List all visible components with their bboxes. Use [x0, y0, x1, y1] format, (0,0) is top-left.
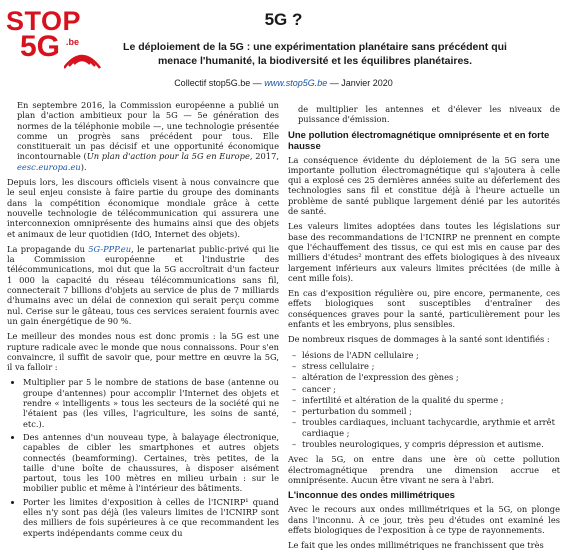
collective-suffix: — Janvier 2020 [327, 78, 393, 88]
list-item: • Des antennes d'un nouveau type, à balayage électronique, capables de cibler les smartphones et autres objets connectés (beamforming). Certaines, très petites, de la taille d'une boîte de chaussures, à disposer aisément partout, tous les 100 mètres en milieu urbain : sur le mobilier public et même à l'intérieur des bâtiments. [23, 432, 279, 494]
collective-prefix: Collectif stop5G.be — [174, 78, 265, 88]
list-item: – stress cellulaire ; [302, 361, 560, 371]
section-heading-millimetric: L'inconnue des ondes millimétriques [288, 490, 455, 502]
propaganda-paragraph [7, 244, 279, 326]
risks-intro-paragraph: De nombreux risques de dommages à la santé sont identifiés : [288, 334, 550, 345]
logo-stop-text: STOP [6, 6, 82, 36]
continuation-paragraph: de multiplier les antennes et d'élever les niveaux de puissance d'émission. [298, 104, 560, 125]
limits-paragraph: Les valeurs limites adoptées dans toutes les législations sur base des recommandations de l'ICNIRP ne prennent en compte que l'échauffement des tissus, ce qui est mis en cause par des milliers d'études² montrant des effets biologiques à des niveaux largement inférieurs aux valeurs limites précitées (de mille à cent mille fois). [288, 221, 560, 283]
intro-paragraph [7, 100, 279, 172]
right-column [288, 104, 560, 555]
logo-be-text: .be [66, 37, 80, 47]
page-subtitle: Le déploiement de la 5G : une expérimentation planétaire sans précédent qui menace l'humanité, la biodiversité et les équilibres planétaires. [123, 41, 507, 67]
list-item: • Porter les limites d'exposition à celles de l'ICNIRP¹ quand elles n'y sont pas déjà (les valeurs limites de l'ICNIRP sont des milliers de fois supérieures à ce que recommandent les experts indépendants comme ceux du [23, 497, 279, 538]
list-item: – altération de l'expression des gènes ; [302, 372, 560, 382]
propaganda-text: La propagande du [7, 243, 89, 254]
millimetric-paragraph-2: Le fait que les ondes millimétriques ne franchissent que très [288, 540, 544, 551]
list-item: – cancer ; [302, 384, 560, 394]
health-risks-list [288, 350, 560, 450]
list-item: – troubles neurologiques, y compris dépression et autisme. [302, 439, 560, 449]
website-link[interactable]: www.stop5G.be [264, 78, 328, 88]
action-plan-title: Un plan d'action pour la 5G en Europe [86, 151, 250, 162]
eesc-link[interactable]: eesc.europa.eu [17, 161, 81, 172]
pollution-paragraph: La conséquence évidente du déploiement de la 5G sera une importante pollution électromagnétique qui s'ajoutera à celle qui a explosé ces 25 dernières années suite au déferlement des technologies sans fil et constitue déjà à l'heure actuelle un problème de santé publique largement dénié par les autorités de santé. [288, 154, 560, 217]
intro-text-3: ). [80, 161, 87, 172]
5g-era-paragraph: Avec la 5G, on entre dans une ère où cette pollution électromagnétique prendra une dimension accrue et omniprésente. Aucun être vivant ne sera à l'abri. [288, 454, 560, 485]
list-item: – infertilité et altération de la qualité du sperme ; [302, 395, 560, 405]
left-column [7, 100, 279, 543]
signal-waves-icon [64, 42, 112, 72]
collective-line [0, 78, 567, 88]
intro-text-2: , 2017, [249, 151, 279, 162]
list-item: – lésions de l'ADN cellulaire ; [302, 350, 560, 360]
best-world-paragraph: Le meilleur des mondes nous est donc promis : la 5G est une rupture radicale avec le monde que nous connaissons. Pour s'en convaincre, il suffit de savoir que, pour mettre en œuvre la 5G, il va falloir : [7, 331, 279, 373]
5gppp-link[interactable]: 5G-PPP.eu [88, 243, 132, 254]
millimetric-paragraph: Avec le recours aux ondes millimétriques et la 5G, on plonge dans l'inconnu. À ce jour, très peu d'études ont examiné les effets biologiques de l'exposition à ce type de rayonnements. [288, 504, 560, 535]
list-item: • Multiplier par 5 le nombre de stations de base (antenne ou groupe d'antennes) pour accomplir l'Internet des objets et rendre « intelligents » tous les secteurs de la société qui ne l'étaient pas (les villes, l'agriculture, les soins de santé, etc.). [23, 377, 279, 428]
section-heading-pollution: Une pollution électromagnétique omniprésente et en forte hausse [288, 129, 550, 152]
official-discourse-paragraph: Depuis lors, les discours officiels visent à nous convaincre que le seul enjeu consiste à faire partie du groupe des dominants dans la compétition économique mondiale grâce à cette nouvelle technologie de télécommunication qui assurera une interconnexion omniprésente des humains ainsi que des objets et animaux de leur quotidien (IdO, Internet des objets). [7, 177, 279, 239]
logo-5g-text: 5G [20, 30, 61, 63]
list-item: – perturbation du sommeil ; [302, 406, 560, 416]
exposure-paragraph: En cas d'exposition régulière ou, pire encore, permanente, ces effets biologiques sont susceptibles d'entraîner des conséquences graves pour la santé, particulièrement pour les enfants et les embryons, plus sensibles. [288, 288, 560, 330]
intro-text: En septembre 2016, la Commission européenne a publié un plan d'action ambitieux pour la 5G — 5e génération des normes de la téléphonie mobile —, une technologie présentée comme un progrès sans précédent pour tous. Elle constituerait un pas décisif et une opportunité économique incontournable ( [17, 100, 279, 162]
propaganda-text-2: , le partenariat public-privé qui lie la Commission européenne et l'industrie des télécommunications, moi dut que la 5G accroîtrait d'un facteur 1 000 la capacité du réseau télécommunications sans fil, connecterait 7 billions d'objets au service de plus de 7 milliards d'humains avec un délai de connexion qui serait perçu comme nul. Cerise sur le gâteau, tous ces services seraient fournis avec un gain énergétique de 90 %. [7, 243, 279, 326]
requirements-list [7, 377, 279, 537]
page-title: 5G ? [264, 10, 303, 29]
list-item: – troubles cardiaques, incluant tachycardie, arythmie et arrêt cardiaque ; [302, 417, 560, 438]
